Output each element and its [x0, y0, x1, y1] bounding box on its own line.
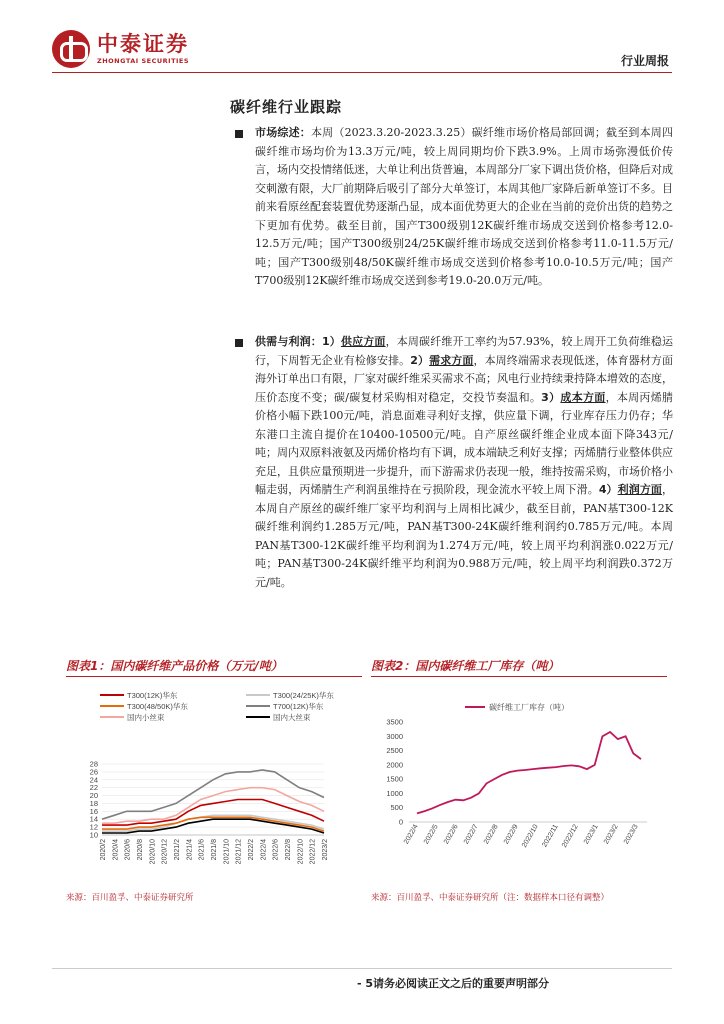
- legend-label: 国内小丝束: [127, 713, 165, 722]
- series-line: [417, 732, 641, 813]
- y-tick-label: 1000: [386, 788, 403, 798]
- x-tick-label: 2023/1: [582, 823, 600, 846]
- demand-num: 2）: [410, 353, 430, 367]
- legend-label: 国内大丝束: [273, 713, 311, 722]
- market-summary-text: 本周（2023.3.20-2023.3.25）碳纤维市场价格局部回调；截至到本周四碳纤维市场均价为13.3万元/吨，较上周同期均价下跌3.9%。上周市场弥漫低价传言，场内交投情绪低迷，大单让利出货普遍，本周部分厂家下调出货价格，但降后对成交刺激有限，大厂前期降后吸引了部分大单签订，本周其他厂家降后新单签订不多。目前来看原丝配套装置优势逐渐凸显，成本面优势更大的企业在当前的竞价出货的趋势之下更加有优势。截至目前，国产T300级别12K碳纤维市场成交送到价格参考12.0-12.5万元/吨；国产T300级别24/25K碳纤维市场成交送到价格参考11.0-11.5万元/吨；国产T300级别48/50K碳纤维市场成交送到价格参考10.0-10.5万元/吨；国产T700级别12K碳纤维市场成交送到参考19.0-20.0万元/吨。: [255, 126, 673, 287]
- x-tick-label: 2021/2: [174, 839, 181, 861]
- x-tick-label: 2022/6: [272, 839, 280, 861]
- logo-en: ZHONGTAI SECURITIES: [97, 57, 190, 65]
- y-tick-label: 3000: [386, 731, 403, 741]
- header-divider: [52, 72, 672, 73]
- supply-label: 供应方面: [340, 335, 386, 348]
- bullet-square-icon: [235, 130, 243, 138]
- legend-label: T300(24/25K)华东: [273, 691, 334, 700]
- y-tick-label: 0: [398, 817, 403, 827]
- x-tick-label: 2023/2: [322, 839, 329, 861]
- logo-cn: 中泰证券: [97, 32, 189, 56]
- footer-text: - 5请务必阅读正文之后的重要声明部分: [357, 977, 550, 990]
- y-tick-label: 2000: [386, 760, 403, 770]
- x-tick-label: 2020/2: [100, 839, 107, 861]
- x-tick-label: 2021/4: [186, 839, 194, 861]
- cost-num: 3）: [541, 390, 561, 404]
- bullet-supply-demand: [255, 333, 673, 592]
- market-summary-label: 市场综述：: [255, 126, 311, 139]
- cost-label: 成本方面: [560, 390, 606, 404]
- profit-text: ，本周自产原丝的碳纤维厂家平均利润与上周相比减少，截至目前，PAN基T300-12K碳纤维利润约1.285万元/吨，PAN基T300-24K碳纤维利润约0.785万元/吨。本周PAN基T300-12K碳纤维平均利润为1.274万元/吨，较上周平均利润涨0.022万元/吨；PAN基T300-24K碳纤维平均利润为0.988万元/吨，较上周平均利润跌0.372万元/吨。: [255, 483, 674, 589]
- y-tick-label: 10: [89, 830, 98, 840]
- y-tick-label: 2500: [386, 746, 403, 756]
- x-tick-label: 2022/10: [521, 823, 540, 849]
- cost-text: ，本周丙烯腈价格小幅下跌100元/吨，消息面难寻利好支撑，供应量下调，行业库存压力仍存；华东港口主流自提价在10400-10500元/吨。自产原丝碳纤维企业成本面下降343元/吨；周内双原料液氨及丙烯价格均有下调，成本端缺乏利好支撑；丙烯腈行业整体供应充足，且供应量预期进一步提升，而下游需求仍表现一般，维持按需采购，市场价格小幅走弱，丙烯腈生产利润虽维持在亏损阶段，现金流水平较上周下滑。: [255, 390, 673, 496]
- supply-num: 1）: [321, 335, 341, 348]
- logo: [52, 30, 189, 68]
- figure-1: [66, 655, 362, 880]
- x-tick-label: 2022/6: [442, 823, 460, 846]
- y-tick-label: 28: [89, 759, 98, 769]
- series-line: [102, 770, 324, 819]
- y-tick-label: 22: [89, 783, 98, 793]
- y-tick-label: 12: [89, 822, 98, 832]
- section-title: 碳纤维行业跟踪: [230, 98, 343, 116]
- x-tick-label: 2020/8: [137, 839, 144, 861]
- supply-demand-paragraph: [255, 333, 673, 592]
- x-tick-label: 2022/9: [502, 823, 520, 846]
- x-tick-label: 2020/4: [112, 839, 120, 861]
- figure-1-source: 来源：百川盈孚、中泰证券研究所: [66, 893, 194, 903]
- y-tick-label: 16: [89, 806, 98, 816]
- legend-label: 碳纤维工厂库存（吨）: [489, 703, 569, 712]
- x-tick-label: 2021/12: [235, 839, 243, 865]
- y-tick-label: 18: [89, 798, 98, 808]
- supply-demand-label: 供需与利润：: [255, 335, 322, 348]
- figure-2-title: 图表2：国内碳纤维工厂库存（吨）: [371, 659, 560, 673]
- x-tick-label: 2021/8: [211, 839, 218, 861]
- legend-label: T300(12K)华东: [127, 691, 178, 700]
- x-tick-label: 2021/6: [198, 839, 206, 861]
- x-tick-label: 2022/4: [260, 839, 268, 861]
- x-tick-label: 2022/4: [402, 823, 420, 846]
- figure-2-source: 来源：百川盈孚、中泰证券研究所（注：数据样本口径有调整）: [371, 893, 610, 903]
- x-tick-label: 2022/11: [541, 823, 560, 849]
- y-tick-label: 1500: [386, 774, 403, 784]
- footer-divider: [52, 968, 672, 969]
- x-tick-label: 2022/7: [462, 823, 480, 846]
- x-tick-label: 2020/10: [149, 839, 157, 865]
- legend-label: T300(48/50K)华东: [127, 702, 188, 711]
- x-tick-label: 2023/2: [602, 823, 620, 846]
- demand-text: ，本周终端需求表现低迷，体育器材方面海外订单出口有限，厂家对碳纤维采买需求不高；风电行业持续秉持降本增效的态度，压价态度不变；碳/碳复材采购相对稳定，交投节奏温和。: [255, 353, 674, 404]
- x-tick-label: 2023/3: [622, 823, 640, 846]
- logo-icon: [52, 30, 90, 68]
- y-tick-label: 14: [89, 814, 98, 824]
- x-tick-label: 2022/10: [297, 839, 305, 865]
- figure-2: [371, 655, 667, 880]
- bullet-square-icon: [235, 339, 243, 347]
- y-tick-label: 3500: [386, 717, 403, 727]
- bullet-market-summary: [255, 124, 673, 291]
- x-tick-label: 2020/6: [124, 839, 132, 861]
- x-tick-label: 2022/8: [285, 839, 292, 861]
- price-chart: [66, 680, 362, 880]
- x-tick-label: 2022/5: [422, 823, 440, 846]
- y-tick-label: 500: [390, 803, 403, 813]
- y-tick-label: 20: [89, 791, 98, 801]
- legend-label: T700(12K)华东: [273, 702, 324, 711]
- figure-1-title: 图表1：国内碳纤维产品价格（万元/吨）: [66, 659, 283, 673]
- x-tick-label: 2022/2: [248, 839, 255, 861]
- market-summary-paragraph: [255, 124, 673, 291]
- x-tick-label: 2020/12: [161, 839, 169, 865]
- x-tick-label: 2022/12: [309, 839, 317, 865]
- inventory-chart: [371, 680, 667, 880]
- supply-text: ，本周碳纤维开工率约为57.93%，较上周开工负荷维稳运行，下周暂无企业有检修安排。: [255, 335, 674, 367]
- x-tick-label: 2021/10: [223, 839, 231, 865]
- demand-label: 需求方面: [429, 353, 474, 367]
- profit-num: 4）: [598, 483, 618, 496]
- y-tick-label: 24: [89, 775, 98, 785]
- y-tick-label: 26: [89, 767, 98, 777]
- report-type: 行业周报: [620, 54, 669, 68]
- x-tick-label: 2022/8: [482, 823, 500, 846]
- profit-label: 利润方面: [617, 483, 663, 496]
- x-tick-label: 2022/12: [561, 823, 580, 849]
